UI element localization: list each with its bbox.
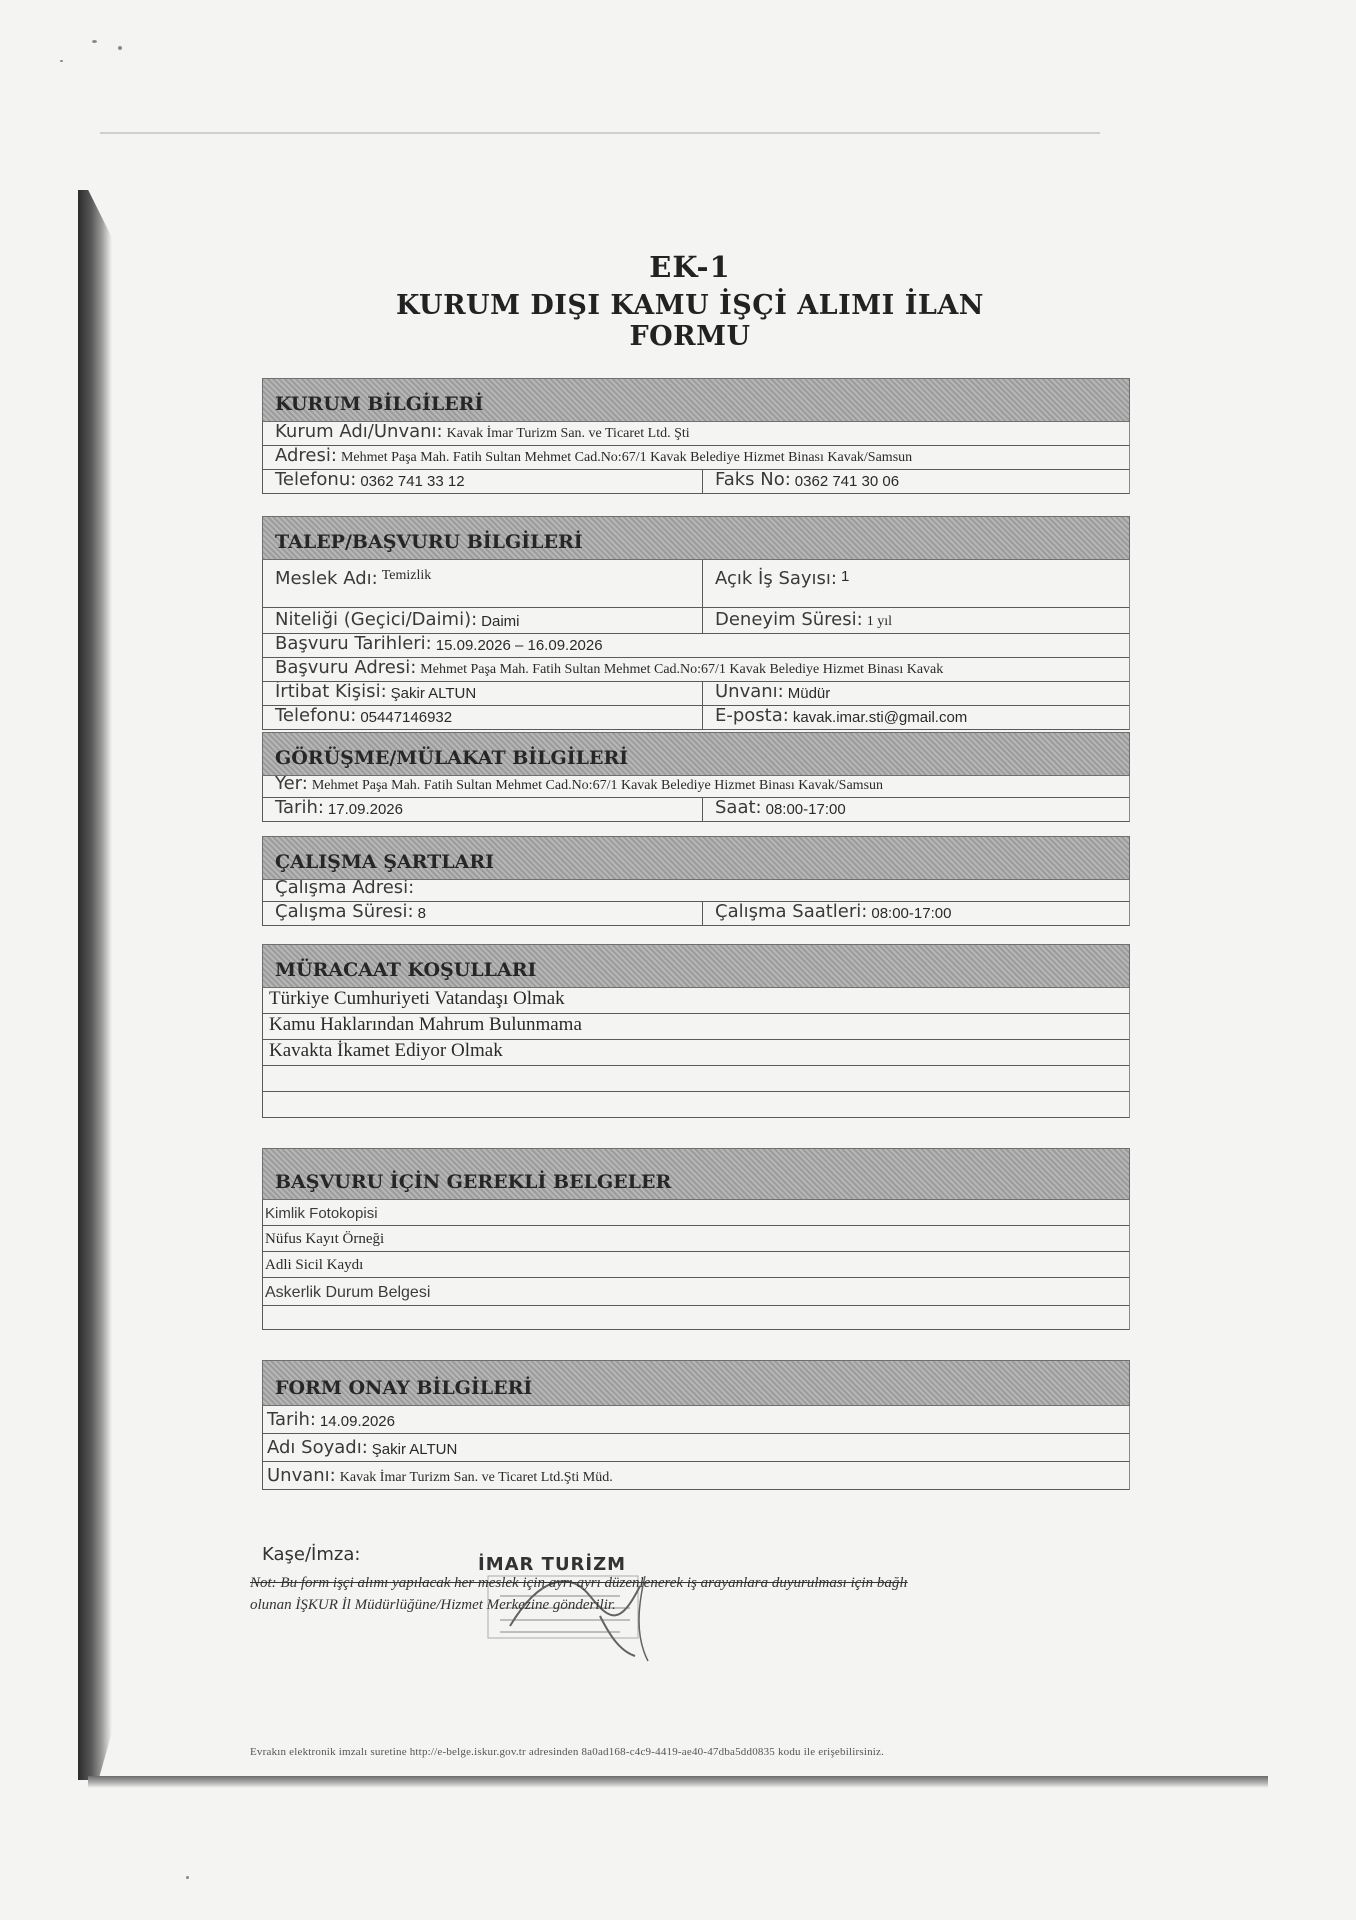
section-title: BAŞVURU İÇİN GEREKLİ BELGELER [275, 1171, 672, 1193]
section-header-muracaat [262, 944, 1130, 988]
irtibat-value: Şakir ALTUN [390, 685, 477, 702]
list-item [262, 1200, 1130, 1226]
row-iletisim [262, 706, 1130, 730]
belge-item: Nüfus Kayıt Örneği [265, 1231, 385, 1247]
gorusme-yer-value: Mehmet Paşa Mah. Fatih Sultan Mehmet Cad.No:67/1 Kavak Belediye Hizmet Binası Kavak/Samsun [311, 778, 884, 793]
row-irtibat [262, 682, 1130, 706]
row-meslek [262, 560, 1130, 608]
section-header-onay [262, 1360, 1130, 1406]
list-item-empty [262, 1092, 1130, 1118]
list-item [262, 1252, 1130, 1278]
row-kurum-adi [262, 422, 1130, 446]
onay-adsoyad-value: Şakir ALTUN [371, 1441, 458, 1458]
list-item-empty [262, 1066, 1130, 1092]
document-title-block [360, 250, 1020, 352]
nitelik-label: Niteliği (Geçici/Daimi): [275, 609, 478, 630]
eposta-value: kavak.imar.sti@gmail.com [792, 709, 968, 726]
section-header-kurum [262, 378, 1130, 422]
muracaat-item: Türkiye Cumhuriyeti Vatandaşı Olmak [269, 988, 565, 1009]
meslek-value: Temizlik [381, 568, 432, 583]
nitelik-value: Daimi [481, 613, 520, 630]
calisma-sure-label: Çalışma Süresi: [275, 902, 414, 922]
row-calisma-adres [262, 880, 1130, 902]
deneyim-value: 1 yıl [866, 614, 892, 629]
scan-left-shadow [78, 190, 112, 1780]
row-gorusme-yer [262, 776, 1130, 798]
gorusme-tarih-value: 17.09.2026 [327, 801, 403, 818]
gorusme-saat-value: 08:00-17:00 [765, 801, 846, 818]
talep-telefon-label: Telefonu: [275, 706, 357, 726]
kurum-faks-label: Faks No: [715, 470, 791, 490]
kurum-telefon-label: Telefonu: [275, 470, 357, 490]
scan-bottom-shadow [88, 1776, 1268, 1788]
stamp-text: İMAR TURİZM [478, 1554, 627, 1575]
list-item [262, 1226, 1130, 1252]
row-onay-adsoyad [262, 1434, 1130, 1462]
scan-speck [118, 46, 122, 50]
unvan-value: Müdür [787, 685, 831, 702]
onay-unvan-value: Kavak İmar Turizm San. ve Ticaret Ltd.Şti Müd. [339, 1470, 613, 1485]
section-title: TALEP/BAŞVURU BİLGİLERİ [275, 531, 583, 553]
basvuru-adres-value: Mehmet Paşa Mah. Fatih Sultan Mehmet Cad.No:67/1 Kavak Belediye Hizmet Binası Kavak [420, 662, 944, 677]
basvuru-tarih-label: Başvuru Tarihleri: [275, 634, 432, 654]
calisma-saat-value: 08:00-17:00 [871, 905, 952, 922]
row-gorusme-tarih [262, 798, 1130, 822]
scan-speck [92, 40, 97, 43]
muracaat-item: Kavakta İkamet Ediyor Olmak [269, 1040, 503, 1061]
row-kurum-adres [262, 446, 1130, 470]
calisma-sure-value: 8 [417, 905, 426, 922]
kurum-telefon-value: 0362 741 33 12 [360, 473, 465, 490]
section-header-talep [262, 516, 1130, 560]
scan-speck [60, 60, 63, 62]
row-basvuru-adres [262, 658, 1130, 682]
belge-item: Kimlik Fotokopisi [265, 1205, 378, 1222]
eposta-label: E-posta: [715, 706, 789, 726]
section-title: FORM ONAY BİLGİLERİ [275, 1377, 533, 1399]
onay-tarih-label: Tarih: [267, 1409, 316, 1430]
talep-telefon-value: 05447146932 [360, 709, 453, 726]
meslek-label: Meslek Adı: [275, 568, 378, 589]
row-calisma-sure [262, 902, 1130, 926]
onay-tarih-value: 14.09.2026 [319, 1413, 395, 1430]
kurum-adi-label: Kurum Adı/Unvanı: [275, 422, 443, 442]
acik-is-label: Açık İş Sayısı: [715, 568, 838, 589]
gorusme-saat-label: Saat: [715, 798, 762, 818]
list-item [262, 1040, 1130, 1066]
gorusme-yer-label: Yer: [275, 776, 308, 794]
kurum-faks-value: 0362 741 30 06 [794, 473, 900, 490]
list-item [262, 1014, 1130, 1040]
deneyim-label: Deneyim Süresi: [715, 609, 863, 630]
form-note [250, 1572, 1130, 1616]
section-header-calisma [262, 836, 1130, 880]
kase-imza-label: Kaşe/İmza: [262, 1544, 361, 1565]
row-onay-unvan [262, 1462, 1130, 1490]
e-signature-footer: Evrakın elektronik imzalı suretine http://e-belge.iskur.gov.tr adresinden 8a0ad168-c4c9-4419-ae40-47dba5dd0835 kodu ile erişebilirsiniz. [250, 1746, 885, 1758]
basvuru-adres-label: Başvuru Adresi: [275, 658, 417, 678]
form-title: KURUM DIŞI KAMU İŞÇİ ALIMI İLAN FORMU [396, 290, 984, 352]
unvan-label: Unvanı: [715, 682, 784, 702]
scan-speck [186, 1876, 189, 1879]
acik-is-value: 1 [841, 568, 850, 585]
section-title: ÇALIŞMA ŞARTLARI [275, 851, 495, 873]
row-onay-tarih [262, 1406, 1130, 1434]
calisma-adres-label: Çalışma Adresi: [275, 880, 415, 898]
section-title: MÜRACAAT KOŞULLARI [275, 959, 537, 981]
section-header-gorusme [262, 732, 1130, 776]
kurum-adres-label: Adresi: [275, 446, 337, 466]
irtibat-label: İrtibat Kişisi: [275, 682, 387, 702]
onay-adsoyad-label: Adı Soyadı: [267, 1437, 368, 1458]
kurum-adres-value: Mehmet Paşa Mah. Fatih Sultan Mehmet Cad.No:67/1 Kavak Belediye Hizmet Binası Kavak/Samsun [340, 450, 913, 465]
section-header-belgeler [262, 1148, 1130, 1200]
calisma-saat-label: Çalışma Saatleri: [715, 902, 868, 922]
gorusme-tarih-label: Tarih: [275, 798, 324, 818]
belge-item: Askerlik Durum Belgesi [265, 1284, 431, 1301]
row-kurum-telefon [262, 470, 1130, 494]
kurum-adi-value: Kavak İmar Turizm San. ve Ticaret Ltd. Şti [446, 426, 690, 441]
list-item [262, 988, 1130, 1014]
scan-top-line [100, 132, 1100, 134]
row-nitelik [262, 608, 1130, 634]
list-item-empty [262, 1306, 1130, 1330]
note-line-1: Not: Bu form işçi alımı yapılacak her meslek için ayrı ayrı düzenlenerek iş arayanlara duyurulması için bağlı [250, 1575, 908, 1591]
section-title: KURUM BİLGİLERİ [275, 393, 484, 415]
muracaat-item: Kamu Haklarından Mahrum Bulunmama [269, 1014, 582, 1035]
list-item [262, 1278, 1130, 1306]
annex-label: EK-1 [649, 250, 731, 284]
onay-unvan-label: Unvanı: [267, 1465, 336, 1486]
section-title: GÖRÜŞME/MÜLAKAT BİLGİLERİ [275, 747, 629, 769]
note-line-2: olunan İŞKUR İl Müdürlüğüne/Hizmet Merkezine gönderilir. [250, 1597, 616, 1613]
belge-item: Adli Sicil Kaydı [265, 1257, 364, 1273]
row-basvuru-tarih [262, 634, 1130, 658]
basvuru-tarih-value: 15.09.2026 – 16.09.2026 [435, 637, 603, 654]
